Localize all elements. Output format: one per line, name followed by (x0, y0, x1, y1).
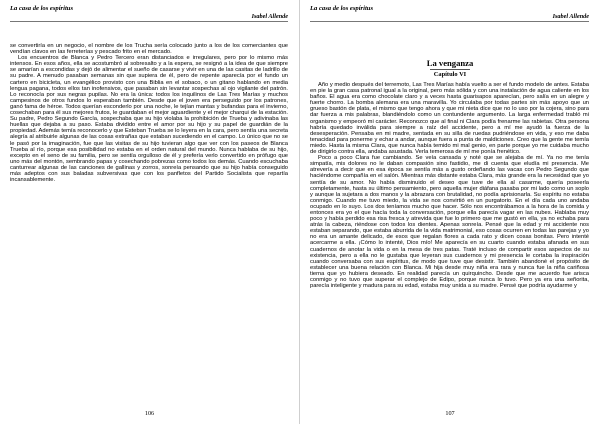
running-title: La casa de los espíritus (10, 5, 74, 12)
page-body (310, 82, 589, 289)
right-page (300, 0, 600, 424)
paragraph: Año y medio después del terremoto, Las Tres Marías había vuelto a ser el fundo modelo de antes. Estaba en pie la gran casa patronal igual a la original, pero más sólida y con una instalación de agua caliente en los baños. El agua era como chocolate claro y a veces hasta guarisapos aparecían, pero salía en un alegre y fuerte chorro. La bomba alemana era una maravilla. Yo circulaba por todas partes sin más apoyo que un grueso bastón de plata, el mismo que tengo ahora y que mi nieta dice que no lo uso por la cojera, sino para dar fuerza a mis palabras, blandiéndolo como un contundente argumento. La larga enfermedad trabló mi organismo y empeoró mi carácter. Reconozco que al final ni Clara podía frenarme las rabietas. Otra persona habría quedado inválida para siempre a raíz del accidente, pero a mí me ayudó la fuerza de la desesperación. Pensaba en mi madre, sentada en su silla de ruedas pudriéndose en vida, y eso me daba tenacidad para ponerme y echar a andar, aunque fuera a punta de maldiciones. Creo que la gente me temía miedo. Hasta la misma Clara, que nunca había temido mi mal genio, en parte porque yo me cuidaba mucho de dirigirlo contra ella, andaba asustada. Verla temerosa de mí me ponía frenético. (310, 82, 589, 156)
header-divider (310, 21, 589, 22)
page-number: 106 (144, 410, 155, 417)
chapter-divider (430, 69, 470, 70)
page-body (10, 43, 288, 183)
chapter-title: La venganza (426, 58, 474, 68)
author-name: Isabel Allende (251, 13, 288, 20)
page-number: 107 (445, 410, 455, 417)
header-divider (10, 21, 288, 22)
chapter-subtitle: Capítulo VI (433, 71, 467, 78)
paragraph: Los encuentros de Blanca y Pedro Tercero eran distanciados e irregulares, pero por lo mismo más intensos. En esos años, ella se acostumbró al sobresalto y a la espera, se resignó a la idea de que siempre se amarían a escondidas y dejó de alimentar el sueño de casarse y vivir en una de las casitas de ladrillo de su padre. A menudo pasaban semanas sin que supiera de él, pero de repente aparecía por el fundo un cartero en bicicleta, un evangélico provisto con una Biblia en el sobaco, o un gitano hablando en media lengua pagana, todos ellos tan inofensivos, que pasaban sin levantar sospechas al ojo vigilante del patrón. Lo reconocía por sus negras pupilas. No era la única: todos los inquilinos de Las Tres Marías y muchos campesinos de otros fundos lo esperaban también. Desde que el joven era perseguido por los patrones, ganó fama de héroe. Todos querían esconderlo por una noche, le tejían mantas y bufandas para el invierno, cosechaban para él sus mejores frutos, le guardaban el mejor aguardiente y el mejor charqui de la estación. Su padre, Pedro Segundo García, sospechaba que su hijo violaba la prohibición de Trueba y adivinaba las huellas que dejaba a su paso. Estaba dividido entre el amor por su hijo y su papel de guardián de la propiedad. Además temía reconocerlo y que Esteban Trueba se lo leyera en la cara, pero sentía una secreta alegría al atribuirle algunas de las cosas extrañas que estaban sucediendo en el campo. Lo único que no se le pasó por la imaginación, fue que las visitas de su hijo tuvieran algo que ver con los paseos de Blanca Trueba al río, porque esa posibilidad no estaba en el orden natural del mundo. Nunca hablaba de su hijo, excepto en el seno de su familia, pero se sentía orgulloso de él y prefería verlo convertido en prófugo que uno más del montón, sembrando papas y cosechando pobrezas como todos los demás. Cuando escuchaba canturrear algunas de las canciones de gallinas y zorros, sonreía pensando que su hijo había conseguido más adeptos con sus baladas subversivas que con los panfletos del Partido Socialista que repartía incansablemente. (10, 55, 288, 184)
author-name: Isabel Allende (552, 13, 589, 20)
paragraph: se convertiría en un negocio, el nombre de los Trucha sería colocado junto a los de los comerciantes que vendían clavos en las ferreterías y pescado frito en el mercado. (10, 43, 288, 56)
paragraph: Poco a poco Clara fue cambiando. Se veía cansada y noté que se alejaba de mí. Ya no me tenía simpatía, mis dolores no le daban compasión sino fastidio, me di cuenta que eludía mi presencia. Me atrevería a decir que en esa época se sentía más a gusto ordeñando las vacas con Pedro Segundo que haciéndome compañía en el salón. Mientras más distante estaba Clara, más grande era la necesidad que yo sentía de su amor. No había disminuido el deseo que tuve de ella al casarme, quería poseerla completamente, hasta su último pensamiento, pero aquella mujer diáfana pasaba por mi lado como un soplo y aunque la sujetara a dos manos y la abrazara con brutalidad, no podía aprisionarla. Su espíritu no estaba conmigo. Cuando me tuvo miedo, la vida se nos convirtió en un purgatorio. En el día cada uno andaba ocupado en lo suyo. Los dos teníamos mucho que hacer. Sólo nos encontrábamos a la hora de la comida y entonces era yo el que hacía toda la conversación, porque ella parecía vagar en las nubes. Hablaba muy poco y había perdido esa risa fresca y atrevida que fue lo primero que me gustó en ella, ya no echaba para atrás la cabeza, riéndose con todos los dientes. Apenas sonreía. Pensé que la edad y mi accidente nos estaban separando, que estaba aburrida de la vida matrimonial, eso cosas ocurren en todas las parejas y yo no era un amante delicado, de esos que regalan flores a cada rato y dicen cosas bonitas. Pero intenté acercarme a ella. ¡Cómo lo intenté, Dios mío! Me aparecía en su cuarto cuando estaba afanada en sus cuadernos de anotar la vida o en la mesa de tres patas. Traté incluso de compartir esos aspectos de su existencia, pero a ella no le gustaba que leyeran sus cuadernos y mi presencia le cortaba la inspiración cuando conversaba con sus espíritus, de modo que tuve que desistir. También abandoné el propósito de establecer una buena relación con Blanca. Mi hija desde muy niña era rara y nunca fue la niña cariñosa tierna que yo hubiera deseado. En realidad parecía un quirquincho. Desde que me acuerdo fue arisca conmigo y no tuvo que superar el complejo de Edipo, porque nunca lo tuvo. Pero ya era una señorita, parecía inteligente y madura para su edad, estaba muy unida a su madre. Pensé que podría ayudarme y (310, 155, 589, 290)
running-title: La casa de los espíritus (310, 5, 374, 12)
